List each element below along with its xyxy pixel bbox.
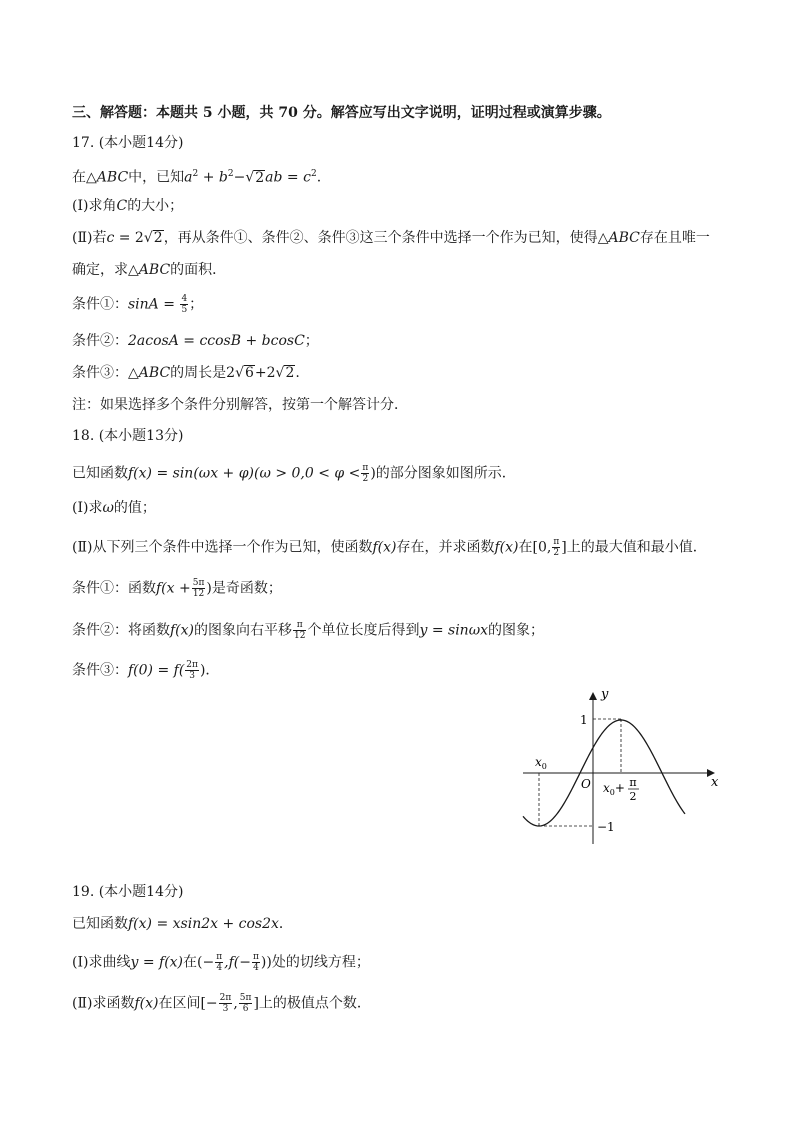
q18-part2-fx2: f(x) bbox=[494, 539, 519, 556]
q18-stem-den: 2 bbox=[362, 474, 369, 484]
q17-cond1-eq: = bbox=[158, 296, 180, 313]
q19-part1-mid2: ,f(− bbox=[224, 954, 251, 971]
q19-part1-den2: 4 bbox=[253, 963, 259, 973]
q18-cond1 bbox=[72, 578, 282, 599]
q17-part1-var: C bbox=[116, 198, 128, 214]
x0-label bbox=[535, 755, 547, 771]
q18-number: 18. (本小题13分) bbox=[72, 428, 184, 444]
q19-part2 bbox=[72, 993, 371, 1014]
q18-part1-end: 的值； bbox=[113, 500, 156, 516]
q18-part2-pre: (Ⅱ)从下列三个条件中选择一个作为已知，使函数 bbox=[72, 539, 373, 556]
triangle-symbol: △ bbox=[597, 230, 609, 246]
x0-label-x: x bbox=[535, 755, 542, 769]
y-one-label: 1 bbox=[580, 713, 588, 727]
q17-cond1-label: 条件①： bbox=[72, 296, 128, 313]
q19-part2-end: ]上的极值点个数． bbox=[253, 995, 371, 1012]
q19-part1-num: π bbox=[216, 952, 223, 962]
q17-stem-pre: 在 bbox=[72, 169, 86, 186]
sine-graph-svg bbox=[515, 688, 725, 848]
q17-cond2-expr: 2acosA = ccosB + bcosC bbox=[128, 333, 305, 349]
x-axis-label: x bbox=[711, 775, 719, 790]
q18-part2-fx: f(x) bbox=[372, 539, 397, 556]
q17-part1-end: 的大小； bbox=[127, 198, 184, 214]
q19-part2-num: 2π bbox=[219, 993, 232, 1003]
q17-stem-end: . bbox=[316, 169, 322, 186]
q18-cond1-num: 5π bbox=[192, 578, 205, 588]
q17-cond2-end: ； bbox=[304, 333, 319, 349]
origin-label: O bbox=[581, 777, 591, 791]
q17-cond1-end: ； bbox=[189, 296, 204, 313]
q18-part2-fraction bbox=[552, 537, 560, 558]
q17-part2-c: c bbox=[106, 230, 115, 246]
q18-cond3-den: 3 bbox=[189, 671, 195, 681]
q19-part2-den2: 6 bbox=[242, 1004, 249, 1014]
q17-part1 bbox=[72, 197, 183, 215]
q18-cond2-mid: 的图象向右平移 bbox=[194, 622, 293, 639]
q18-cond2-num: π bbox=[293, 620, 306, 631]
q17-part2-line2-abc: ABC bbox=[138, 262, 171, 278]
peak-frac-den: 2 bbox=[629, 790, 637, 803]
q18-cond1-label: 条件①：函数 bbox=[72, 580, 156, 597]
y-axis-arrow-icon bbox=[589, 692, 597, 700]
x0-label-sub: 0 bbox=[541, 762, 547, 771]
q19-part2-pre: (Ⅱ)求函数 bbox=[72, 995, 135, 1012]
q17-cond2 bbox=[72, 332, 319, 350]
q19-part1 bbox=[72, 952, 370, 973]
q19-part1-mid: 在(− bbox=[183, 954, 215, 971]
q17-part2-mid: ，再从条件①、条件②、条件③这三个条件中选择一个作为已知，使得 bbox=[163, 230, 598, 246]
q18-part2 bbox=[72, 537, 707, 558]
q19-part2-comma: , bbox=[233, 995, 238, 1012]
q18-cond2-den: 12 bbox=[294, 631, 306, 641]
q19-stem-pre: 已知函数 bbox=[72, 916, 128, 932]
q17-var-b: b bbox=[218, 169, 228, 186]
triangle-symbol: △ bbox=[86, 169, 97, 186]
peak-frac-num: π bbox=[629, 776, 637, 789]
q17-number: 17. (本小题14分) bbox=[72, 135, 184, 151]
q18-cond2-expr: y = sinωx bbox=[419, 622, 488, 639]
q18-part2-num: π bbox=[553, 537, 560, 547]
q17-cond1-expr: sinA bbox=[128, 296, 159, 313]
y-neg-one-label: −1 bbox=[597, 820, 615, 834]
q17-cond3-label: 条件③： bbox=[72, 365, 128, 381]
q17-cond3-end: . bbox=[295, 365, 300, 381]
q18-part1-pre: (Ⅰ)求 bbox=[72, 500, 103, 516]
q19-part2-mid: 在区间[− bbox=[158, 995, 218, 1012]
q17-part2-end: 存在且唯一 bbox=[639, 230, 710, 246]
q17-cond2-label: 条件②： bbox=[72, 333, 128, 349]
q18-cond1-expr: f(x + bbox=[156, 580, 191, 597]
q17-part2-pre: (Ⅱ)若 bbox=[72, 230, 107, 246]
q18-part2-end: ]上的最大值和最小值． bbox=[561, 539, 707, 556]
q18-cond1-end: )是奇函数； bbox=[206, 580, 282, 597]
q17-part2-line2 bbox=[72, 261, 226, 279]
q18-cond3-num: 2π bbox=[186, 660, 198, 670]
q17-cond3-mid: 的周长是 bbox=[170, 365, 227, 381]
q17-cond1-fraction bbox=[180, 294, 188, 315]
q19-stem bbox=[72, 915, 293, 933]
q17-cond3: 条件③：△ABC的周长是2√6+2√2. bbox=[72, 365, 300, 381]
q17-part2-abc: ABC bbox=[608, 230, 640, 246]
triangle-symbol: △ bbox=[128, 262, 139, 278]
q18-stem-end: )的部分图象如图所示． bbox=[370, 465, 516, 482]
q19-part1-expr: y = f(x) bbox=[130, 954, 184, 971]
q18-cond3-label: 条件③： bbox=[72, 662, 128, 679]
q18-stem bbox=[72, 463, 516, 484]
q17-var-a: a bbox=[184, 169, 193, 186]
q17-var-c: c bbox=[303, 169, 311, 186]
q18-part2-in: 在[0, bbox=[518, 539, 552, 556]
q19-part1-pre: (Ⅰ)求曲线 bbox=[72, 954, 131, 971]
q18-cond1-fraction bbox=[192, 578, 206, 599]
q19-part2-fx: f(x) bbox=[134, 995, 159, 1012]
q17-stem-mid: 中，已知 bbox=[128, 169, 185, 186]
q17-cond1-num: 4 bbox=[181, 294, 188, 304]
q18-cond3-expr: f(0) = f( bbox=[128, 662, 185, 679]
q19-part2-fraction bbox=[219, 993, 233, 1014]
q18-part1-var: ω bbox=[102, 500, 114, 516]
q18-cond2-mid2: 个单位长度后得到 bbox=[307, 622, 420, 639]
q18-cond2-label: 条件②：将函数 bbox=[72, 622, 170, 639]
q17-part2-line2-pre: 确定，求 bbox=[72, 262, 128, 278]
q19-part1-fraction bbox=[215, 952, 223, 973]
q18-cond1-den: 12 bbox=[192, 589, 205, 599]
peak-x-label-x: x bbox=[603, 781, 610, 795]
q17-note: 注：如果选择多个条件分别解答，按第一个解答计分． bbox=[72, 397, 408, 413]
q18-cond2-end: 的图象； bbox=[488, 622, 544, 639]
q17-stem-abc: ABC bbox=[96, 169, 129, 186]
q17-part2-line2-end: 的面积． bbox=[170, 262, 227, 278]
q18-cond2-fx: f(x) bbox=[170, 622, 195, 639]
q19-part2-fraction2 bbox=[239, 993, 253, 1014]
sine-graph bbox=[515, 688, 725, 848]
peak-x-label-sub: 0 bbox=[609, 788, 615, 797]
q18-cond3-fraction bbox=[185, 660, 199, 681]
q18-stem-num: π bbox=[362, 463, 369, 473]
q17-part1-pre: (Ⅰ)求角 bbox=[72, 198, 117, 214]
q18-cond3-end: )． bbox=[199, 662, 220, 679]
q19-part2-num2: 5π bbox=[239, 993, 252, 1003]
q19-part2-den: 3 bbox=[222, 1004, 229, 1014]
q19-part1-num2: π bbox=[252, 952, 259, 962]
q19-stem-end: ． bbox=[278, 916, 293, 932]
q18-cond2 bbox=[72, 620, 544, 641]
peak-x-label bbox=[603, 781, 625, 797]
q19-part1-fraction2 bbox=[252, 952, 260, 973]
q19-stem-expr: f(x) = xsin2x + cos2x bbox=[128, 916, 279, 932]
section-header: 三、解答题：本题共 5 小题，共 70 分。解答应写出文字说明，证明过程或演算步骤。 bbox=[72, 105, 611, 121]
q18-cond2-fraction bbox=[293, 620, 306, 641]
q17-cond1 bbox=[72, 294, 203, 315]
q18-cond3 bbox=[72, 660, 219, 681]
q17-var-ab: ab bbox=[265, 169, 283, 186]
q18-stem-eq: = sin(ωx + φ)(ω > 0,0 < φ < bbox=[152, 465, 361, 482]
q18-stem-fx: f(x) bbox=[128, 465, 153, 482]
q18-part1 bbox=[72, 499, 156, 517]
q17-stem: 在△ABC中，已知$a^2 + b^2-√2ab = c^2$. bbox=[72, 169, 322, 186]
y-axis-label: y bbox=[601, 688, 609, 702]
q19-number: 19. (本小题14分) bbox=[72, 884, 184, 900]
peak-x-label-plus: + bbox=[614, 781, 625, 795]
q19-part1-end: ))处的切线方程； bbox=[260, 954, 370, 971]
q18-stem-fraction bbox=[361, 463, 369, 484]
q17-part2: (Ⅱ)若c = 2√2，再从条件①、条件②、条件③这三个条件中选择一个作为已知，使得△ABC存在且唯一 bbox=[72, 230, 710, 246]
q17-cond1-den: 5 bbox=[181, 305, 188, 315]
q18-part2-den: 2 bbox=[553, 548, 560, 558]
q17-cond3-abc: ABC bbox=[138, 365, 171, 381]
q19-part1-den: 4 bbox=[216, 963, 223, 973]
q18-part2-mid: 存在，并求函数 bbox=[396, 539, 495, 556]
triangle-symbol: △ bbox=[128, 365, 139, 381]
q18-stem-pre: 已知函数 bbox=[72, 465, 128, 482]
